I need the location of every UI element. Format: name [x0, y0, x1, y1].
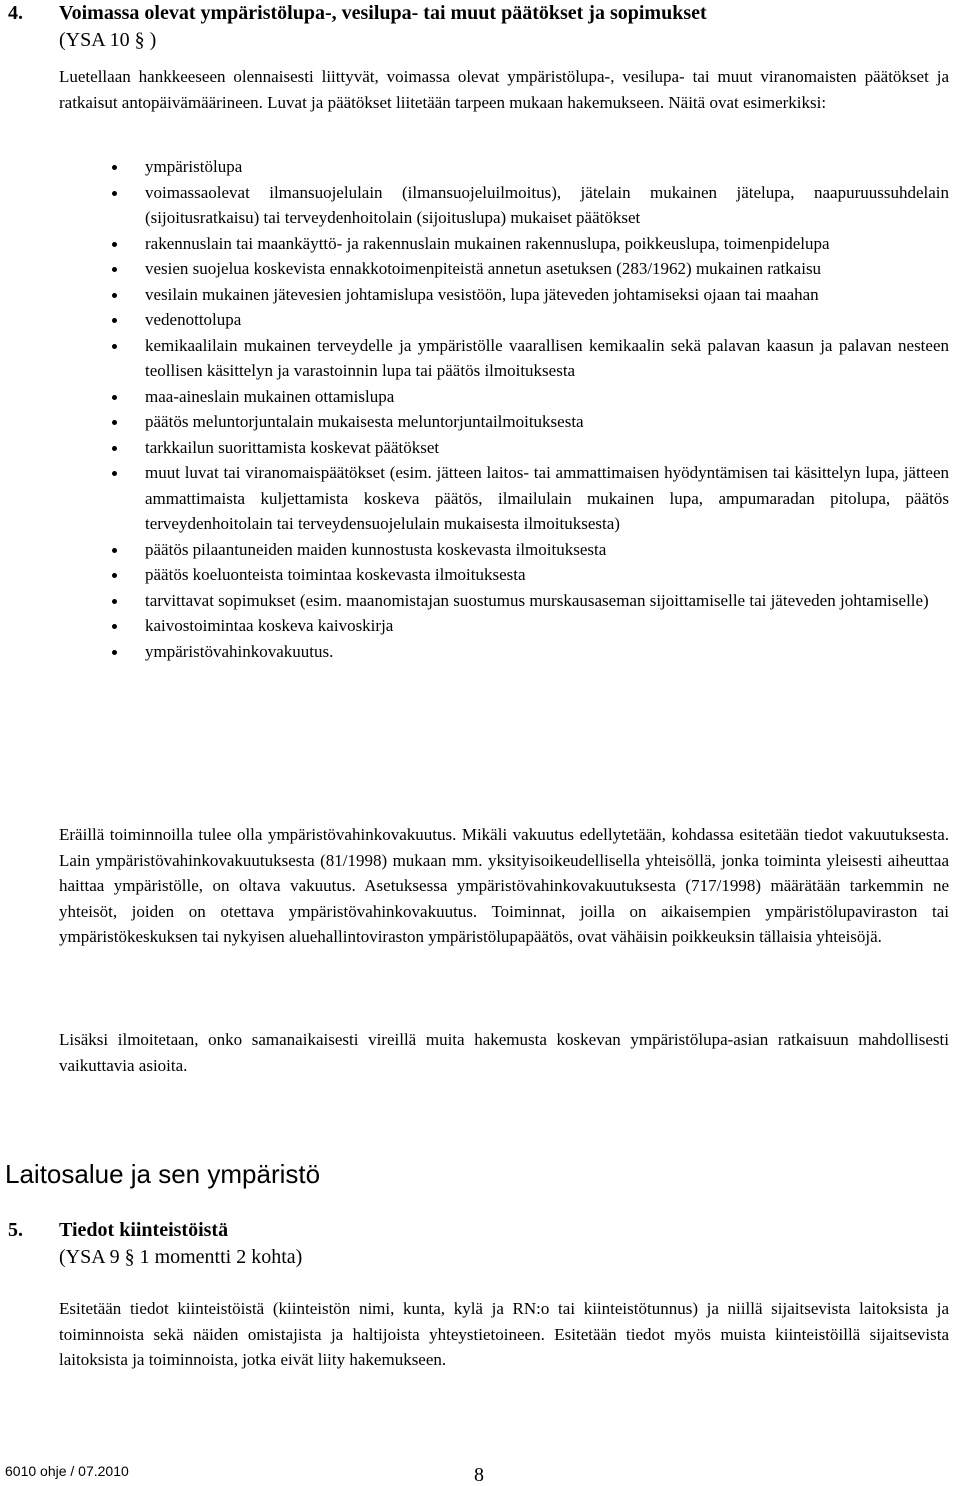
list-item-text: tarkkailun suorittamista koskevat päätökset: [145, 437, 440, 457]
intro-paragraph: Luetellaan hankkeeseen olennaisesti liittyvät, voimassa olevat ympäristölupa-, vesilupa- tai muut viranomaisten päätökset ja ratkaisut antopäivämäärineen. Luvat ja päätökset liitetään tarpeen mukaan hakemukseen. Näitä ovat esimerkiksi:: [59, 67, 949, 112]
bullet-icon: [112, 624, 117, 629]
list-item-text: vedenottolupa: [145, 310, 242, 329]
bullet-icon: [112, 573, 117, 578]
bullet-icon: [112, 318, 117, 323]
list-item-text: maa-aineslain mukainen ottamislupa: [145, 386, 395, 406]
list-item-text: päätös koeluonteista toimintaa koskevasta ilmoituksesta: [145, 565, 526, 584]
list-item: [59, 562, 949, 588]
footer-page-number: 8: [474, 1464, 484, 1486]
list-item: [59, 307, 949, 333]
section-4-reference: (YSA 10 § ): [59, 29, 157, 51]
bullet-icon: [112, 599, 117, 604]
list-item-text: muut luvat tai viranomaispäätökset (esim. jätteen laitos- tai ammattimaisen hyödyntämisen tai käsittelyn lupa, jätteen ammattimaista kuljettamista koskeva päätös, ilmailulain mukainen lupa, ampumaradan pitolupa, päätös terveydenhoitolain tai terveydensuojelulain mukaisesta ilmoituksesta): [145, 463, 949, 533]
bullet-icon: [112, 344, 117, 349]
list-item-text: voimassaolevat ilmansuojelulain (ilmansuojeluilmoitus), jätelain mukainen jätelupa, naapuruussuhdelain (sijoitusratkaisu) tai terveydenhoitolain (sijoituslupa) mukaiset päätökset: [145, 182, 949, 227]
bullet-icon: [112, 650, 117, 655]
bullet-icon: [112, 420, 117, 425]
list-item-text: tarvittavat sopimukset (esim. maanomistajan suostumus murskausaseman sijoittamiselle tai jäteveden johtamiselle): [145, 590, 929, 610]
bullet-icon: [112, 471, 117, 476]
bullet-icon: [112, 191, 117, 196]
bullet-icon: [112, 165, 117, 170]
property-paragraph: Esitetään tiedot kiinteistöistä (kiinteistön nimi, kunta, kylä ja RN:o tai kiinteistötunnus) ja niillä sijaitsevista laitoksista ja toiminnoista sekä näiden omistajista ja haltijoista yhteystietoineen. Esitetään tiedot myös muista kiinteistöillä sijaitsevista laitoksista ja toiminnoista, jotka eivät liity hakemukseen.: [59, 1299, 949, 1369]
list-item: [59, 282, 949, 308]
section-5-title: Tiedot kiinteistöistä: [59, 1219, 229, 1241]
list-item: [59, 613, 949, 639]
list-item: [59, 639, 949, 665]
list-item-text: ympäristölupa: [145, 157, 243, 176]
pending-matters-paragraph: Lisäksi ilmoitetaan, onko samanaikaisesti vireillä muita hakemusta koskevan ympäristölupa-asian ratkaisuun mahdollisesti vaikuttavia asioita.: [59, 1030, 949, 1075]
section-4-title: Voimassa olevat ympäristölupa-, vesilupa- tai muut päätökset ja sopimukset: [59, 2, 707, 24]
main-heading: Laitosalue ja sen ympäristö: [5, 1159, 321, 1189]
list-item: [59, 588, 949, 614]
list-item-text: päätös pilaantuneiden maiden kunnostusta koskevasta ilmoituksesta: [145, 539, 607, 559]
list-item: [59, 333, 949, 384]
section-5-number: 5.: [8, 1219, 23, 1241]
list-item: [59, 435, 949, 461]
section-4-number: 4.: [8, 2, 23, 24]
bullet-icon: [112, 548, 117, 553]
list-item-text: päätös meluntorjuntalain mukaisesta meluntorjuntailmoituksesta: [145, 412, 584, 431]
bullet-icon: [112, 293, 117, 298]
insurance-paragraph: Eräillä toiminnoilla tulee olla ympäristövahinkovakuutus. Mikäli vakuutus edellytetään, kohdassa esitetään tiedot vakuutuksesta. Lain ympäristövahinkovakuutuksesta (81/1998) mukaan mm. yksityisoikeudellisella yhteisöllä, jonka toiminta yleisesti aiheuttaa haittaa ympäristölle, on oltava vakuutus. Asetuksessa ympäristövahinkovakuutuksesta (717/1998) määrätään tarkemmin ne yhteisöt, joiden on otettava ympäristövahinkovakuutus. Toiminnat, joilla on aikaisempien ympäristölupaviraston tai ympäristökeskuksen tai nykyisen aluehallintoviraston ympäristölupapäätös, ovat vähäisin poikkeuksin tällaisia yhteisöjä.: [59, 825, 949, 946]
list-item: [59, 537, 949, 563]
bullet-icon: [112, 267, 117, 272]
list-item: [59, 180, 949, 231]
permit-list: [59, 154, 949, 664]
list-item: [59, 256, 949, 282]
list-item-text: ympäristövahinkovakuutus.: [145, 641, 334, 661]
bullet-icon: [112, 446, 117, 451]
list-item: [59, 231, 949, 257]
list-item: [59, 384, 949, 410]
list-item-text: vesilain mukainen jätevesien johtamislupa vesistöön, lupa jäteveden johtamiseksi ojaan tai maahan: [145, 284, 819, 304]
list-item-text: vesien suojelua koskevista ennakkotoimenpiteistä annetun asetuksen (283/1962) mukainen ratkaisu: [145, 259, 822, 278]
list-item: [59, 460, 949, 537]
list-item: [59, 154, 949, 180]
list-item-text: kemikaalilain mukainen terveydelle ja ympäristölle vaarallisen kemikaalin sekä palavan kaasun ja palavan nesteen teollisen käsittelyn ja varastoinnin lupa tai päätös ilmoituksesta: [145, 335, 949, 380]
list-item-text: kaivostoimintaa koskeva kaivoskirja: [145, 616, 394, 635]
list-item: [59, 409, 949, 435]
bullet-icon: [112, 242, 117, 247]
bullet-icon: [112, 395, 117, 400]
list-item-text: rakennuslain tai maankäyttö- ja rakennuslain mukainen rakennuslupa, poikkeuslupa, toimenpidelupa: [145, 233, 830, 253]
footer-doc-id: 6010 ohje / 07.2010: [5, 1463, 129, 1479]
section-5-reference: (YSA 9 § 1 momentti 2 kohta): [59, 1246, 303, 1268]
